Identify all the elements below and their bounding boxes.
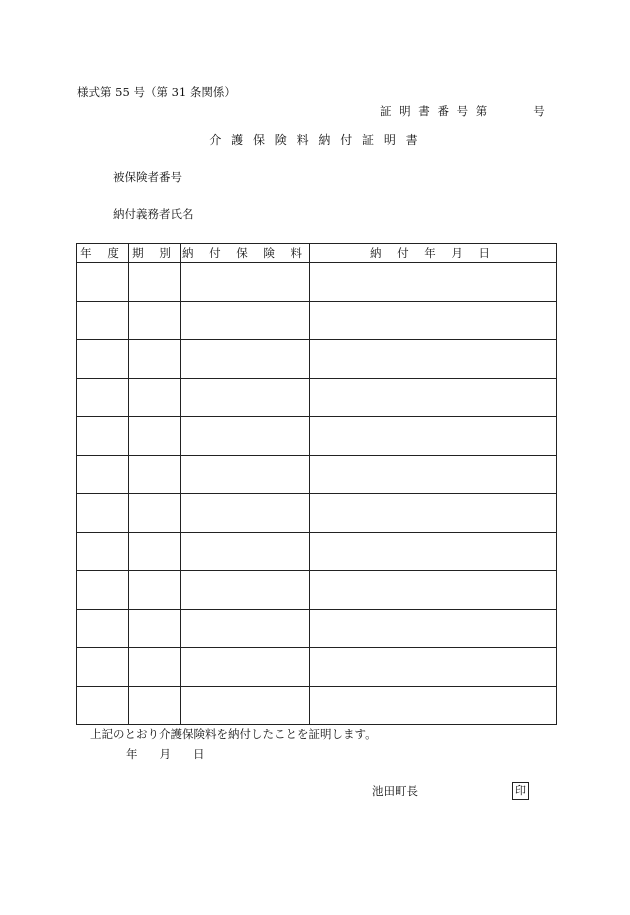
header-period: 期 別 (129, 244, 181, 263)
table-cell (310, 455, 557, 494)
table-cell (77, 571, 129, 610)
table-row (77, 609, 557, 648)
payer-name-label: 納付義務者氏名 (113, 207, 194, 221)
table-cell (77, 455, 129, 494)
table-cell (77, 609, 129, 648)
table-cell (181, 532, 310, 571)
table-cell (77, 378, 129, 417)
document-title: 介 護 保 険 料 納 付 証 明 書 (209, 133, 421, 147)
table-row (77, 378, 557, 417)
certificate-number-label: 証 明 書 番 号 第 (380, 104, 490, 118)
table-row (77, 340, 557, 379)
form-number: 様式第 55 号（第 31 条関係） (77, 85, 236, 99)
table-cell (129, 609, 181, 648)
date-line (126, 749, 205, 761)
header-payment-date: 納 付 年 月 日 (310, 244, 557, 263)
table-body (77, 263, 557, 725)
table-row (77, 648, 557, 687)
table-cell (129, 340, 181, 379)
table-cell (181, 455, 310, 494)
table-cell (310, 263, 557, 302)
certificate-number-suffix: 号 (533, 104, 547, 118)
table-row (77, 455, 557, 494)
table-cell (129, 571, 181, 610)
table-cell (77, 532, 129, 571)
table-cell (129, 378, 181, 417)
table-cell (181, 648, 310, 687)
table-cell (310, 417, 557, 456)
date-year: 年 (126, 747, 138, 761)
header-fiscal-year: 年 度 (77, 244, 129, 263)
table-cell (310, 301, 557, 340)
table-cell (310, 609, 557, 648)
date-day: 日 (193, 747, 205, 761)
header-premium-paid: 納 付 保 険 料 (181, 244, 310, 263)
table-cell (77, 686, 129, 725)
table-cell (310, 494, 557, 533)
table-cell (181, 686, 310, 725)
table-row (77, 686, 557, 725)
table-row (77, 532, 557, 571)
table-cell (310, 686, 557, 725)
table-cell (310, 340, 557, 379)
table-cell (181, 301, 310, 340)
table-row (77, 263, 557, 302)
table-cell (310, 648, 557, 687)
table-row (77, 301, 557, 340)
table-row (77, 494, 557, 533)
table-cell (129, 417, 181, 456)
table-header-row (77, 244, 557, 263)
table-cell (181, 571, 310, 610)
certification-statement: 上記のとおり介護保険料を納付したことを証明します。 (90, 727, 377, 741)
mayor-name: 池田町長 (372, 784, 418, 798)
table-cell (181, 378, 310, 417)
table-cell (77, 301, 129, 340)
table-cell (310, 532, 557, 571)
insured-number-label: 被保険者番号 (113, 170, 182, 184)
certificate-number (380, 106, 547, 118)
table-cell (77, 417, 129, 456)
table-cell (129, 532, 181, 571)
table-cell (310, 378, 557, 417)
table-cell (77, 263, 129, 302)
table-cell (181, 340, 310, 379)
table-cell (77, 648, 129, 687)
table-cell (181, 263, 310, 302)
table-cell (129, 648, 181, 687)
table-cell (77, 494, 129, 533)
table-cell (129, 301, 181, 340)
table-cell (129, 455, 181, 494)
table-cell (129, 494, 181, 533)
table-cell (310, 571, 557, 610)
table-cell (129, 686, 181, 725)
date-month: 月 (159, 747, 171, 761)
table-cell (181, 494, 310, 533)
table-row (77, 571, 557, 610)
table-cell (181, 609, 310, 648)
table-cell (181, 417, 310, 456)
payment-table (76, 243, 557, 725)
table-row (77, 417, 557, 456)
seal-mark: 印 (512, 782, 529, 800)
table-cell (129, 263, 181, 302)
table-cell (77, 340, 129, 379)
